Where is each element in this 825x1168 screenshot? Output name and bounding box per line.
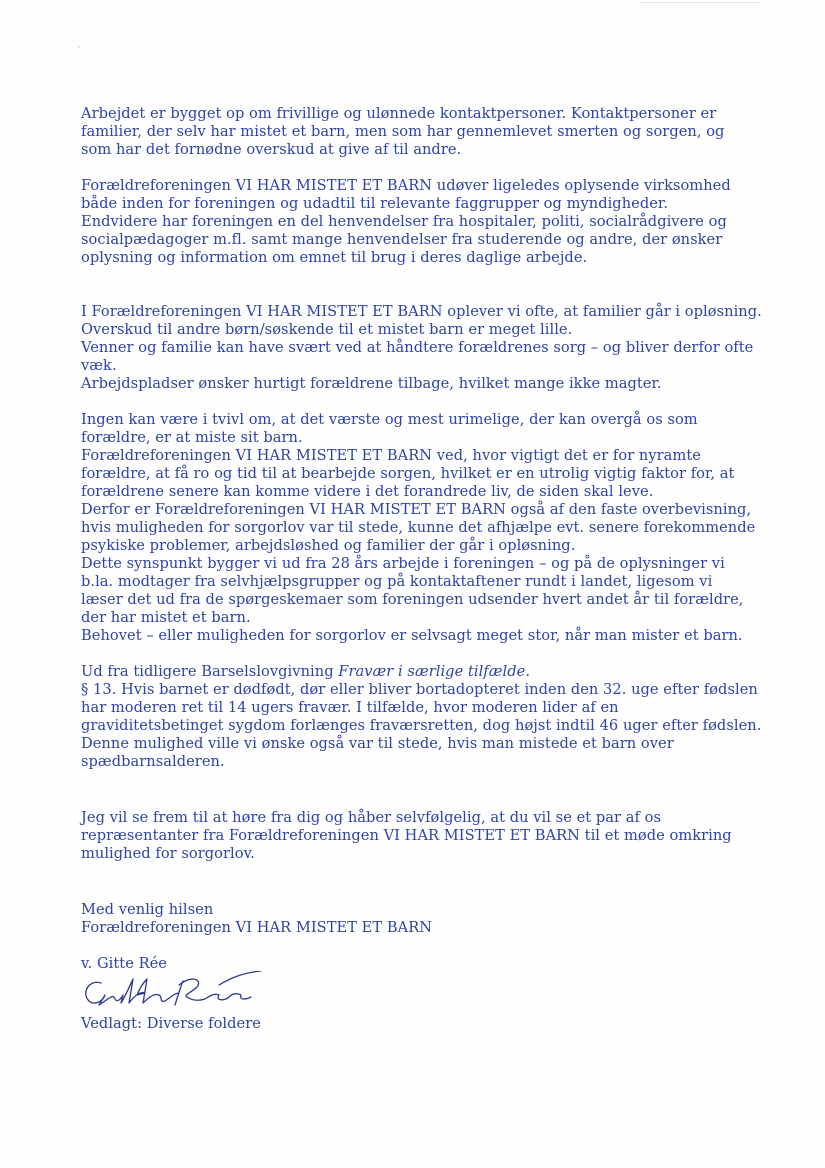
- law-intro-text: Ud fra tidligere Barselslovgivning: [81, 663, 339, 680]
- text-line: læser det ud fra de spørgeskemaer som foreningen udsender hvert andet år til forældre,: [81, 591, 744, 608]
- paragraph-closing: [81, 809, 771, 863]
- organization-name: Forældreforeningen VI HAR MISTET ET BARN: [81, 919, 433, 936]
- text-line: I Forældreforeningen VI HAR MISTET ET BARN oplever vi ofte, at familier går i opløsning.: [81, 303, 762, 320]
- text-line: psykiske problemer, arbejdsløshed og familier der går i opløsning.: [81, 537, 576, 554]
- scan-speck: [78, 46, 80, 48]
- text-line: forældre, at få ro og tid til at bearbejde sorgen, hvilket er en utrolig vigtig faktor for, at: [81, 465, 735, 482]
- paragraph-families: [81, 303, 771, 393]
- text-line: både inden for foreningen og udadtil til relevante faggrupper og myndigheder.: [81, 195, 669, 212]
- text-line: Dette synspunkt bygger vi ud fra 28 års arbejde i foreningen – og på de oplysninger vi: [81, 555, 725, 572]
- text-line: Ingen kan være i tvivl om, at det værste og mest urimelige, der kan overgå os som: [81, 411, 698, 428]
- scan-speck: [640, 2, 760, 3]
- text-line: Overskud til andre børn/søskende til et mistet barn er meget lille.: [81, 321, 573, 338]
- text-line: § 13. Hvis barnet er dødfødt, dør eller bliver bortadopteret inden den 32. uge efter fødslen: [81, 681, 758, 698]
- paragraph-spacer: [81, 937, 771, 955]
- paragraph-spacer: [81, 771, 771, 809]
- law-section-title: Fravær i særlige tilfælde.: [338, 663, 531, 680]
- law-intro-line: [81, 663, 771, 681]
- signoff-block: [81, 901, 771, 1033]
- text-line: familier, der selv har mistet et barn, men som har gennemlevet smerten og sorgen, og: [81, 123, 725, 140]
- text-line: forældrene senere kan komme videre i det forandrede liv, de siden skal leve.: [81, 483, 654, 500]
- text-line: Venner og familie kan have svært ved at håndtere forældrenes sorg – og bliver derfor ofte: [81, 339, 754, 356]
- letter-body: [81, 105, 771, 1033]
- text-line: Derfor er Forældreforeningen VI HAR MISTET ET BARN også af den faste overbevisning,: [81, 501, 752, 518]
- text-line: Denne mulighed ville vi ønske også var til stede, hvis man mistede et barn over: [81, 735, 674, 752]
- text-line: væk.: [81, 357, 117, 374]
- text-line: graviditetsbetinget sygdom forlænges fraværsretten, dog højst indtil 46 uger efter fødslen.: [81, 717, 762, 734]
- text-line: repræsentanter fra Forældreforeningen VI HAR MISTET ET BARN til et møde omkring: [81, 827, 732, 844]
- paragraph-spacer: [81, 645, 771, 663]
- text-line: oplysning og information om emnet til brug i deres daglige arbejde.: [81, 249, 588, 266]
- text-line: Endvidere har foreningen en del henvendelser fra hospitaler, politi, socialrådgivere og: [81, 213, 727, 230]
- paragraph-spacer: [81, 393, 771, 411]
- greeting: Med venlig hilsen: [81, 901, 214, 918]
- attachment-note: Vedlagt: Diverse foldere: [81, 1015, 261, 1032]
- paragraph-bereavement-leave: [81, 411, 771, 645]
- text-line: Arbejdet er bygget op om frivillige og ulønnede kontaktpersoner. Kontaktpersoner er: [81, 105, 717, 122]
- paragraph-spacer: [81, 267, 771, 303]
- text-line: mulighed for sorgorlov.: [81, 845, 255, 862]
- paragraph-volunteers: [81, 105, 771, 159]
- paragraph-spacer: [81, 159, 771, 177]
- text-line: hvis muligheden for sorgorlov var til stede, kunne det afhjælpe evt. senere forekommende: [81, 519, 756, 536]
- signer-name: v. Gitte Rée: [81, 955, 167, 972]
- text-line: socialpædagoger m.fl. samt mange henvendelser fra studerende og andre, der ønsker: [81, 231, 723, 248]
- text-line: Behovet – eller muligheden for sorgorlov er selvsagt meget stor, når man mister et barn.: [81, 627, 743, 644]
- handwritten-signature: [79, 971, 269, 1013]
- text-line: forældre, er at miste sit barn.: [81, 429, 303, 446]
- text-line: der har mistet et barn.: [81, 609, 251, 626]
- text-line: Arbejdspladser ønsker hurtigt forældrene tilbage, hvilket mange ikke magter.: [81, 375, 662, 392]
- text-line: som har det fornødne overskud at give af til andre.: [81, 141, 462, 158]
- text-line: Forældreforeningen VI HAR MISTET ET BARN udøver ligeledes oplysende virksomhed: [81, 177, 731, 194]
- text-line: Forældreforeningen VI HAR MISTET ET BARN ved, hvor vigtigt det er for nyramte: [81, 447, 701, 464]
- text-line: har moderen ret til 14 ugers fravær. I tilfælde, hvor moderen lider af en: [81, 699, 619, 716]
- paragraph-maternity-law: [81, 663, 771, 771]
- text-line: Jeg vil se frem til at høre fra dig og håber selvfølgelig, at du vil se et par af os: [81, 809, 661, 826]
- text-line: spædbarnsalderen.: [81, 753, 225, 770]
- text-line: b.la. modtager fra selvhjælpsgrupper og på kontaktaftener rundt i landet, ligesom vi: [81, 573, 713, 590]
- paragraph-spacer: [81, 863, 771, 901]
- paragraph-information: [81, 177, 771, 267]
